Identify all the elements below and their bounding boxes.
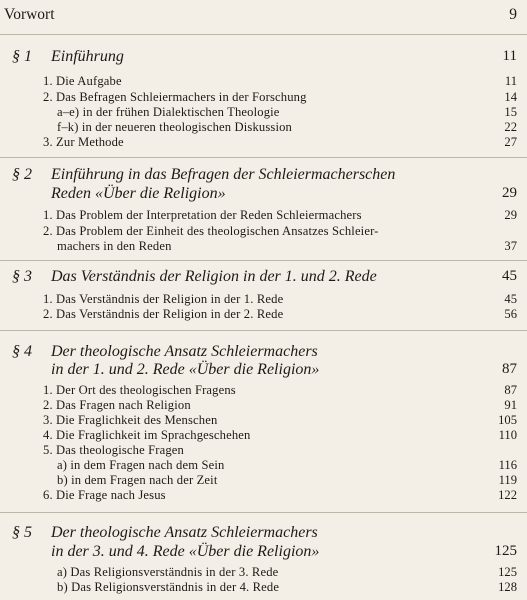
section-page: 11	[502, 48, 517, 64]
toc-entry-page: 11	[504, 74, 517, 88]
toc-entry-label: 1. Der Ort des theologischen Fragens	[43, 383, 236, 397]
section-title: Das Verständnis der Religion in der 1. und 2. Rede	[51, 268, 377, 285]
section-title: in der 1. und 2. Rede «Über die Religion»	[51, 361, 320, 378]
section-title: Einführung	[51, 48, 124, 65]
divider	[0, 34, 527, 35]
toc-entry-label: a–e) in der frühen Dialektischen Theologie	[57, 105, 280, 119]
toc-entry-page: 15	[504, 105, 517, 119]
toc-entry-page: 128	[498, 580, 517, 594]
divider	[0, 157, 527, 158]
divider	[0, 512, 527, 513]
toc-entry-page: 105	[498, 413, 517, 427]
toc-entry-page: 45	[504, 292, 517, 306]
toc-entry-page: 91	[504, 398, 517, 412]
section-page: 125	[494, 543, 517, 559]
toc-entry-page: 22	[504, 120, 517, 134]
toc-entry-page: 122	[498, 488, 517, 502]
toc-entry-page: 37	[504, 239, 517, 253]
toc-entry-label: a) in dem Fragen nach dem Sein	[57, 458, 225, 472]
section-title: Reden «Über die Religion»	[51, 185, 226, 202]
toc-entry-label: 2. Das Verständnis der Religion in der 2. Rede	[43, 307, 284, 321]
section-page: 45	[502, 268, 517, 284]
toc-entry-label: 6. Die Frage nach Jesus	[43, 488, 166, 502]
toc-entry-label: 5. Das theologische Fragen	[43, 443, 184, 457]
section-title: in der 3. und 4. Rede «Über die Religion»	[51, 543, 320, 560]
toc-entry-label: f–k) in der neueren theologischen Diskussion	[57, 120, 292, 134]
toc-entry-label: 3. Zur Methode	[43, 135, 124, 149]
section-number: § 5	[12, 524, 32, 541]
toc-entry-label: b) Das Religionsverständnis in der 4. Rede	[57, 580, 280, 594]
toc-entry-label: machers in den Reden	[57, 239, 172, 253]
toc-entry-label: 1. Die Aufgabe	[43, 74, 122, 88]
toc-entry-page: 56	[504, 307, 517, 321]
section-title: Der theologische Ansatz Schleiermachers	[51, 524, 318, 541]
toc-entry-label: 1. Das Verständnis der Religion in der 1. Rede	[43, 292, 284, 306]
section-page: 29	[502, 185, 517, 201]
toc-entry-label: 2. Das Fragen nach Religion	[43, 398, 191, 412]
toc-entry-page: 87	[504, 383, 517, 397]
section-number: § 3	[12, 268, 32, 285]
toc-entry-label: 2. Das Problem der Einheit des theologischen Ansatzes Schleier-	[43, 224, 379, 238]
toc-entry-page: 110	[498, 428, 517, 442]
section-title: Einführung in das Befragen der Schleiermacherschen	[51, 166, 396, 183]
toc-entry-label: 1. Das Problem der Interpretation der Reden Schleiermachers	[43, 208, 362, 222]
divider	[0, 260, 527, 261]
toc-entry-page: 119	[498, 473, 517, 487]
toc-entry-label: 4. Die Fraglichkeit im Sprachgeschehen	[43, 428, 251, 442]
section-title: Der theologische Ansatz Schleiermachers	[51, 343, 318, 360]
toc-entry-label: 3. Die Fraglichkeit des Menschen	[43, 413, 218, 427]
section-number: § 4	[12, 343, 32, 360]
divider	[0, 330, 527, 331]
toc-entry-page: 27	[504, 135, 517, 149]
toc-entry-label: b) in dem Fragen nach der Zeit	[57, 473, 218, 487]
toc-entry-label: 2. Das Befragen Schleiermachers in der Forschung	[43, 90, 307, 104]
vorwort-label: Vorwort	[4, 6, 55, 23]
toc-entry-label: a) Das Religionsverständnis in der 3. Rede	[57, 565, 279, 579]
section-number: § 2	[12, 166, 32, 183]
toc-entry-page: 14	[504, 90, 517, 104]
vorwort-page: 9	[509, 6, 517, 23]
section-page: 87	[502, 361, 517, 377]
toc-entry-page: 125	[498, 565, 517, 579]
toc-entry-page: 116	[498, 458, 517, 472]
section-number: § 1	[12, 48, 32, 65]
toc-entry-page: 29	[504, 208, 517, 222]
